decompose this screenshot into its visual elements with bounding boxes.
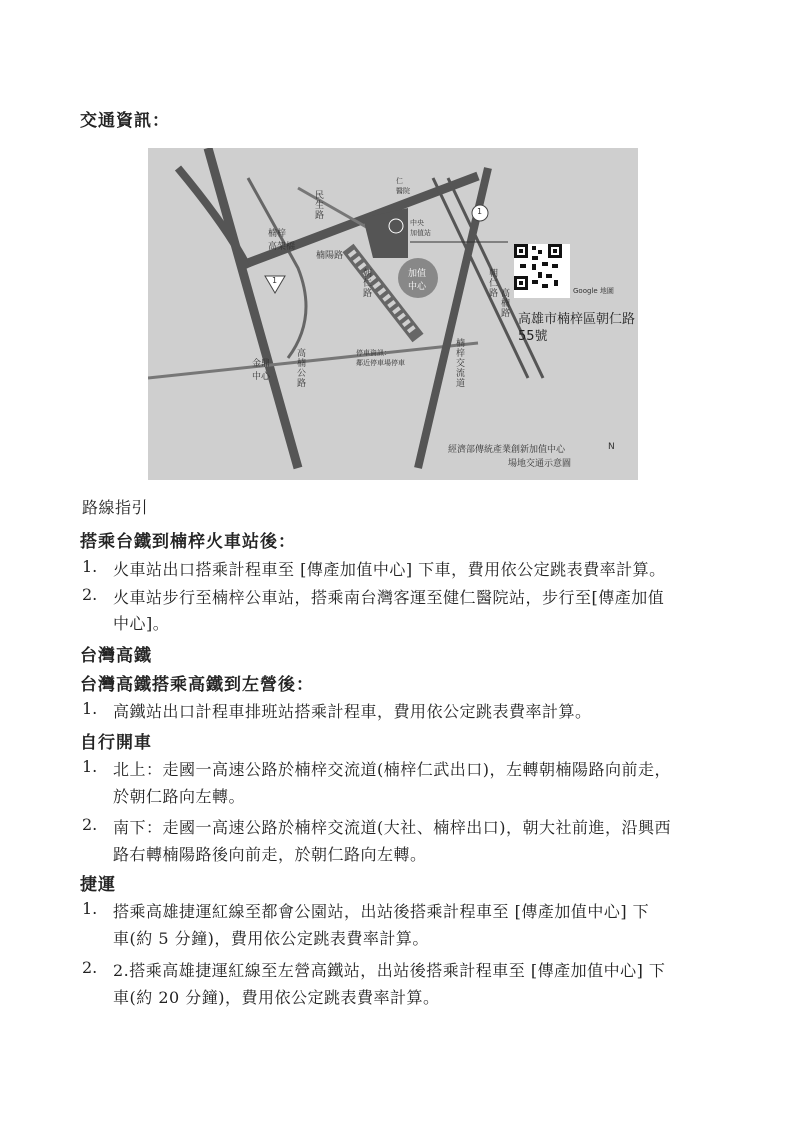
map-label-parking: 停車資訊： 鄰近停車場停車: [356, 349, 405, 367]
section-hsr-title: 台灣高鐵: [80, 646, 152, 666]
list-item: 北上：走國一高速公路於楠梓交流道(楠梓仁武出口)，左轉朝楠陽路向前走，: [113, 760, 671, 779]
map-label-chaoren: 朝仁路: [361, 268, 371, 298]
list-item: 高鐵站出口計程車排班站搭乘計程車，費用依公定跳表費率計算。: [113, 702, 592, 721]
section-rail-title: 搭乘台鐵到楠梓火車站後：: [80, 532, 296, 552]
list-number: 1.: [82, 899, 98, 918]
address-line1: 高雄市楠梓區朝仁路: [518, 312, 636, 327]
list-item: 2.搭乘高雄捷運紅線至左營高鐵站，出站後搭乘計程車至 [傳產加值中心] 下: [113, 961, 666, 980]
map-caption2: 場地交通示意圖: [508, 459, 572, 469]
list-item-cont: 車(約 5 分鐘)，費用依公定跳表費率計算。: [113, 929, 429, 948]
list-number: 1.: [82, 757, 98, 776]
map-label-interchange: 楠梓交流道: [454, 338, 464, 388]
list-item: 搭乘高雄捷運紅線至都會公園站，出站後搭乘計程車至 [傳產加值中心] 下: [113, 902, 650, 921]
list-item: 南下：走國一高速公路於楠梓交流道(大社、楠梓出口)，朝大社前進，沿興西: [113, 818, 671, 837]
list-number: 1.: [82, 699, 98, 718]
hwy1-right-label: 1: [477, 207, 483, 216]
map-label-gaonan: 高楠公路: [295, 348, 305, 388]
map-caption: 經濟部傳統產業創新加值中心: [448, 445, 566, 455]
map-label-minsheng: 民生路: [313, 190, 323, 220]
list-number: 2.: [82, 585, 98, 604]
north-arrow-icon: N: [608, 442, 615, 452]
list-item: 火車站出口搭乘計程車至 [傳產加值中心] 下車，費用依公定跳表費率計算。: [113, 560, 666, 579]
address-line2: 55號: [518, 329, 548, 344]
qr-code: [514, 244, 570, 298]
section-mrt-title: 捷運: [80, 875, 116, 895]
section-title: 交通資訊：: [80, 111, 170, 131]
list-number: 2.: [82, 958, 98, 977]
list-item-cont: 路右轉楠陽路後向前走，於朝仁路向左轉。: [113, 845, 427, 864]
section-hsr-zuoying-title: 台灣高鐵搭乘高鐵到左營後：: [80, 675, 314, 695]
map-label-road1: 朝仁路: [487, 268, 497, 298]
map-label-nanyang: 楠陽路: [316, 251, 344, 261]
list-item-cont: 車(約 20 分鐘)，費用依公定跳表費率計算。: [113, 988, 440, 1007]
map-label-road2: 高楠路: [499, 288, 509, 318]
list-item-cont: 於朝仁路向左轉。: [113, 787, 246, 806]
list-item: 火車站步行至楠梓公車站，搭乘南台灣客運至健仁醫院站，步行至[傳產加值: [113, 588, 665, 607]
map-label-center-top: 中央 加值站: [410, 219, 431, 237]
list-number: 2.: [82, 815, 98, 834]
list-item-cont: 中心]。: [113, 614, 170, 633]
map-label-google: Google 地圖: [573, 287, 614, 295]
location-map: [148, 148, 638, 480]
list-number: 1.: [82, 557, 98, 576]
hwy1-left-label: 1: [272, 276, 278, 285]
map-label-nanzi-viaduct: 楠梓 高架橋: [268, 229, 296, 252]
map-address: [518, 311, 635, 345]
section-drive-title: 自行開車: [80, 733, 152, 753]
map-label-hospital: 仁 醫院: [396, 177, 410, 195]
map-label-jinding: 金鼎 中心: [252, 359, 271, 382]
route-guide-label: 路線指引: [82, 498, 149, 517]
map-label-jiazhi-center: 加值 中心: [408, 269, 427, 292]
